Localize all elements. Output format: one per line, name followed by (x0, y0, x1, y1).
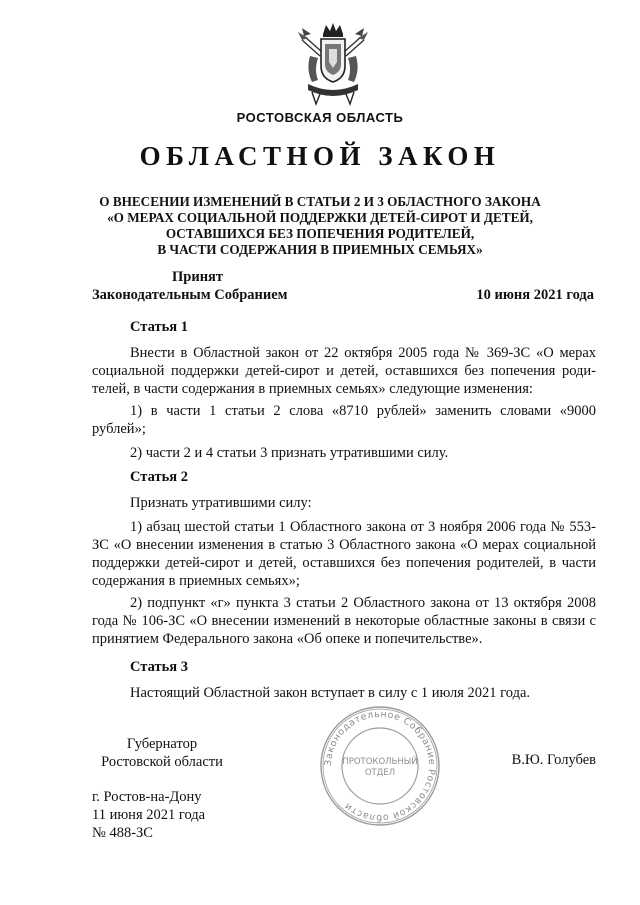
signing-details (92, 788, 205, 842)
adoption-date: 10 июня 2021 года (476, 287, 594, 303)
signing-date: 11 июня 2021 года (92, 807, 206, 823)
official-stamp (318, 704, 442, 828)
article-paragraph: 2) подпункт «г» пункта 3 статьи 2 Областного закона от 13 октября 2008 года № 106-ЗС «О внесении изменений в некоторые областные законы в связи с принятием Федерального закона «Об опеке и попечительстве». (92, 595, 596, 647)
article-3 (92, 658, 596, 702)
article-heading: Статья 2 (130, 469, 188, 485)
coat-of-arms-emblem (296, 22, 370, 106)
article-heading: Статья 1 (130, 319, 188, 335)
law-title-line: В ЧАСТИ СОДЕРЖАНИЯ В ПРИЕМНЫХ СЕМЬЯХ» (157, 242, 483, 257)
signatory-name: В.Ю. Голубев (511, 752, 596, 768)
article-paragraph: Внести в Областной закон от 22 октября 2005 года № 369-ЗС «О мерах социальной поддержки детей-сирот и детей, оставшихся без попечения роди-телей, в части содержания в приемных семьях» следующие изменения: (92, 345, 596, 397)
signatory-title-line: Губернатор (126, 736, 198, 752)
law-title-line: «О МЕРАХ СОЦИАЛЬНОЙ ПОДДЕРЖКИ ДЕТЕЙ-СИРОТ И ДЕТЕЙ, (107, 210, 533, 225)
adopting-body: Законодательным Собранием (92, 287, 288, 303)
stamp-center-line: ПРОТОКОЛЬНЫЙ (342, 757, 418, 767)
region-name: РОСТОВСКАЯ ОБЛАСТЬ (236, 110, 404, 125)
article-paragraph: Признать утратившими силу: (130, 495, 312, 511)
document-type-heading: ОБЛАСТНОЙ ЗАКОН (139, 141, 501, 171)
article-1 (92, 318, 596, 462)
signatory-title (92, 735, 232, 771)
signatory-title-line: Ростовской области (101, 754, 223, 770)
article-paragraph: 2) части 2 и 4 статьи 3 признать утратившими силу. (130, 445, 449, 461)
article-paragraph: Настоящий Областной закон вступает в силу с 1 июля 2021 года. (130, 685, 531, 701)
law-number: № 488-ЗС (92, 825, 153, 841)
law-title-line: ОСТАВШИХСЯ БЕЗ ПОПЕЧЕНИЯ РОДИТЕЛЕЙ, (165, 226, 475, 241)
article-heading: Статья 3 (130, 659, 188, 675)
svg-text:Законодательное Собрание Росто: Законодательное Собрание Ростовской области (322, 708, 438, 824)
article-paragraph: 1) абзац шестой статьи 1 Областного закона от 3 ноября 2006 года № 553-ЗС «О внесении изменения в статью 3 Областного закона «О мерах социальной поддержки детей-сирот и детей, оставшихся без попечения родителей, в части содержания в приемных семьях»; (92, 519, 596, 589)
adopted-label: Принят (172, 269, 224, 285)
signing-city: г. Ростов-на-Дону (92, 789, 202, 805)
law-title (60, 194, 580, 258)
article-paragraph: 1) в части 1 статьи 2 слова «8710 рублей» заменить словами «9000 рублей»; (92, 403, 596, 437)
article-2 (92, 468, 596, 648)
stamp-center-line: ОТДЕЛ (364, 768, 396, 778)
law-title-line: О ВНЕСЕНИИ ИЗМЕНЕНИЙ В СТАТЬИ 2 И 3 ОБЛАСТНОГО ЗАКОНА (99, 194, 541, 209)
